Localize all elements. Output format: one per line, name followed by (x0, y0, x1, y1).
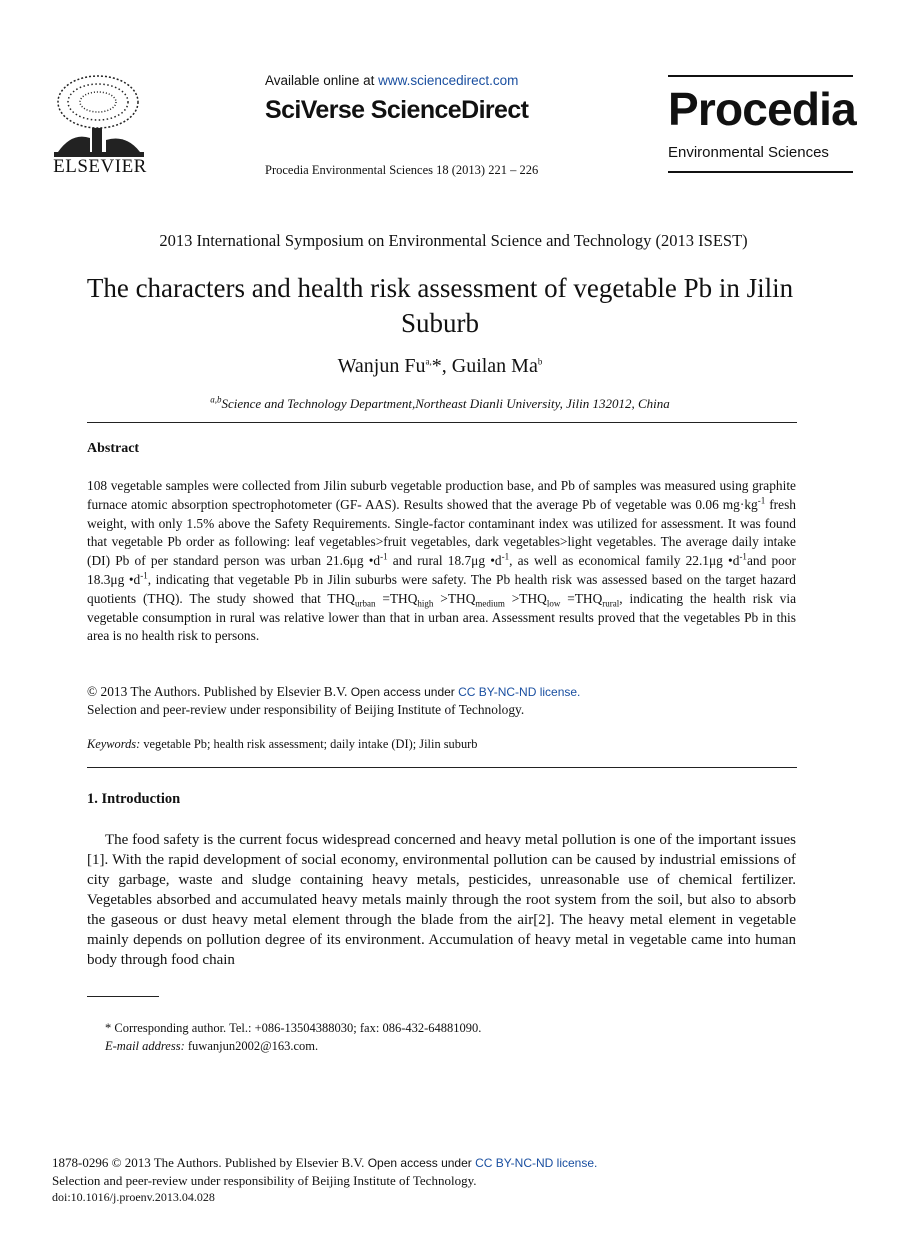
affiliation (0, 396, 880, 412)
keywords (87, 737, 477, 752)
section-heading: 1. Introduction (87, 791, 181, 807)
abstract-text-4: , as well as economical family 22.1μg •d (509, 553, 740, 569)
publisher-name: ELSEVIER (53, 156, 147, 177)
exponent: -1 (380, 551, 388, 562)
abstract-text-5: and poor 18.3μg •d (87, 553, 796, 587)
conference-name: 2013 International Symposium on Environmental Science and Technology (2013 ISEST) (159, 231, 748, 250)
journal-citation: Procedia Environmental Sciences 18 (2013) 221 – 226 (265, 163, 539, 177)
author-1-affil: a, (425, 356, 432, 367)
issn-copyright: 1878-0296 © 2013 The Authors. Published by Elsevier B.V. (52, 1155, 365, 1170)
email-label: E-mail address: (105, 1039, 185, 1053)
exponent: -1 (739, 551, 747, 562)
exponent: -1 (140, 570, 148, 581)
keywords-label: Keywords: (87, 737, 141, 751)
corresponding-author: * Corresponding author. Tel.: +086-13504388030; fax: 086-432-64881090. (105, 1021, 482, 1035)
journal-brand (668, 75, 856, 175)
available-prefix: Available online at (265, 73, 379, 88)
available-online-line (265, 73, 518, 88)
subscript-rural: rural (602, 598, 620, 609)
subscript-urban: urban (354, 598, 376, 609)
abstract-top-rule (87, 422, 797, 423)
subscript-high: high (417, 598, 434, 609)
author-2-affil: b (537, 356, 543, 367)
platform-logo: SciVerse ScienceDirect (265, 96, 529, 124)
author-2: Guilan Ma (451, 355, 538, 377)
exponent: -1 (501, 551, 510, 562)
abstract-text-3: and rural 18.7μg •d (387, 553, 502, 569)
copyright-text: © 2013 The Authors. Published by Elsevier B.V. (87, 684, 348, 699)
footnote (105, 1019, 481, 1055)
author-1: Wanjun Fu (337, 355, 426, 377)
abstract-text-9: >THQ (504, 590, 547, 606)
email-address[interactable]: fuwanjun2002@163.com. (184, 1039, 319, 1053)
affiliation-text: Science and Technology Department,Northeast Dianli University, Jilin 132012, China (221, 396, 670, 411)
abstract-text-6: , indicating that vegetable Pb in Jilin suburbs were safety. The Pb health risk was assessed based on the target hazard quotients (THQ). The study showed that THQ (87, 571, 796, 606)
abstract-text-11: , indicating the health risk via vegetable consumption in rural was relative lower than that in urban area. Assessment results proved that the vegetables Pb in this area is no health risk to persons. (87, 590, 797, 644)
abstract-text-10: =THQ (560, 590, 603, 606)
elsevier-tree-logo (52, 72, 146, 160)
subscript-medium: medium (475, 598, 505, 609)
copyright-block (87, 683, 580, 719)
page-footer (52, 1154, 597, 1206)
paper-title: The characters and health risk assessment of vegetable Pb in Jilin Suburb (86, 273, 794, 338)
footer-license-link[interactable]: CC BY-NC-ND license. (475, 1156, 598, 1170)
brand-bottom-rule (668, 171, 853, 173)
footnote-rule (87, 996, 159, 997)
license-link[interactable]: CC BY-NC-ND license. (458, 685, 581, 699)
exponent: -1 (757, 495, 766, 506)
peer-review-text: Selection and peer-review under responsibility of Beijing Institute of Technology. (87, 702, 525, 717)
journal-brand-subtitle: Environmental Sciences (668, 144, 829, 161)
abstract-body (87, 477, 796, 646)
intro-paragraph: The food safety is the current focus widespread concerned and heavy metal pollution is one of the important issues [1]. With the rapid development of social economy, environmental pollution can be caused by industrial emissions of city garbage, waste and sludge containing heavy metals, pesticides, unreasonable use of chemical fertilizer. Vegetables absorbed and accumulated heavy metals mainly through the root system from the soil, but also to absorb the gaseous or dust heavy metal element through the blade from the air[2]. The heavy metal element in vegetable mainly depends on pollution degree of its environment. Accumulation of heavy metal in vegetable came into human body through food chain (87, 832, 796, 968)
author-list (0, 355, 880, 378)
abstract-heading: Abstract (87, 441, 140, 456)
brand-top-rule (668, 75, 853, 77)
sciencedirect-link[interactable]: www.sciencedirect.com (378, 73, 519, 88)
subscript-low: low (546, 598, 561, 609)
corresponding-mark: * (431, 355, 442, 377)
author-separator: , (441, 355, 452, 377)
journal-brand-name: Procedia (668, 83, 856, 135)
keywords-list: vegetable Pb; health risk assessment; daily intake (DI); Jilin suburb (140, 737, 478, 751)
footer-open-access: Open access under (364, 1156, 476, 1170)
abstract-text-1: 108 vegetable samples were collected from Jilin suburb vegetable production base, and Pb of samples was measured using graphite furnace atomic absorption spectrophotometer (GF- AAS). Results showed that the average Pb of vegetable was 0.06 mg·kg (87, 478, 796, 512)
abstract-bottom-rule (87, 767, 797, 768)
doi[interactable]: doi:10.1016/j.proenv.2013.04.028 (52, 1190, 215, 1204)
abstract-text-2: fresh weight, with only 1.5% above the Safety Requirements. Single-factor contaminant index was utilized for assessment. It was found that vegetable Pb order as following: leaf vegetables>fruit vegetables, dark vegetables>light vegetables. The average daily intake (DI) Pb of per standard person was urban 21.6μg •d (87, 496, 796, 569)
open-access-text: Open access under (347, 685, 459, 699)
footer-peer-review: Selection and peer-review under responsibility of Beijing Institute of Technology. (52, 1173, 477, 1188)
abstract-text-7: =THQ (375, 590, 418, 606)
affiliation-sup: a,b (210, 394, 222, 405)
abstract-text-8: >THQ (433, 590, 476, 606)
